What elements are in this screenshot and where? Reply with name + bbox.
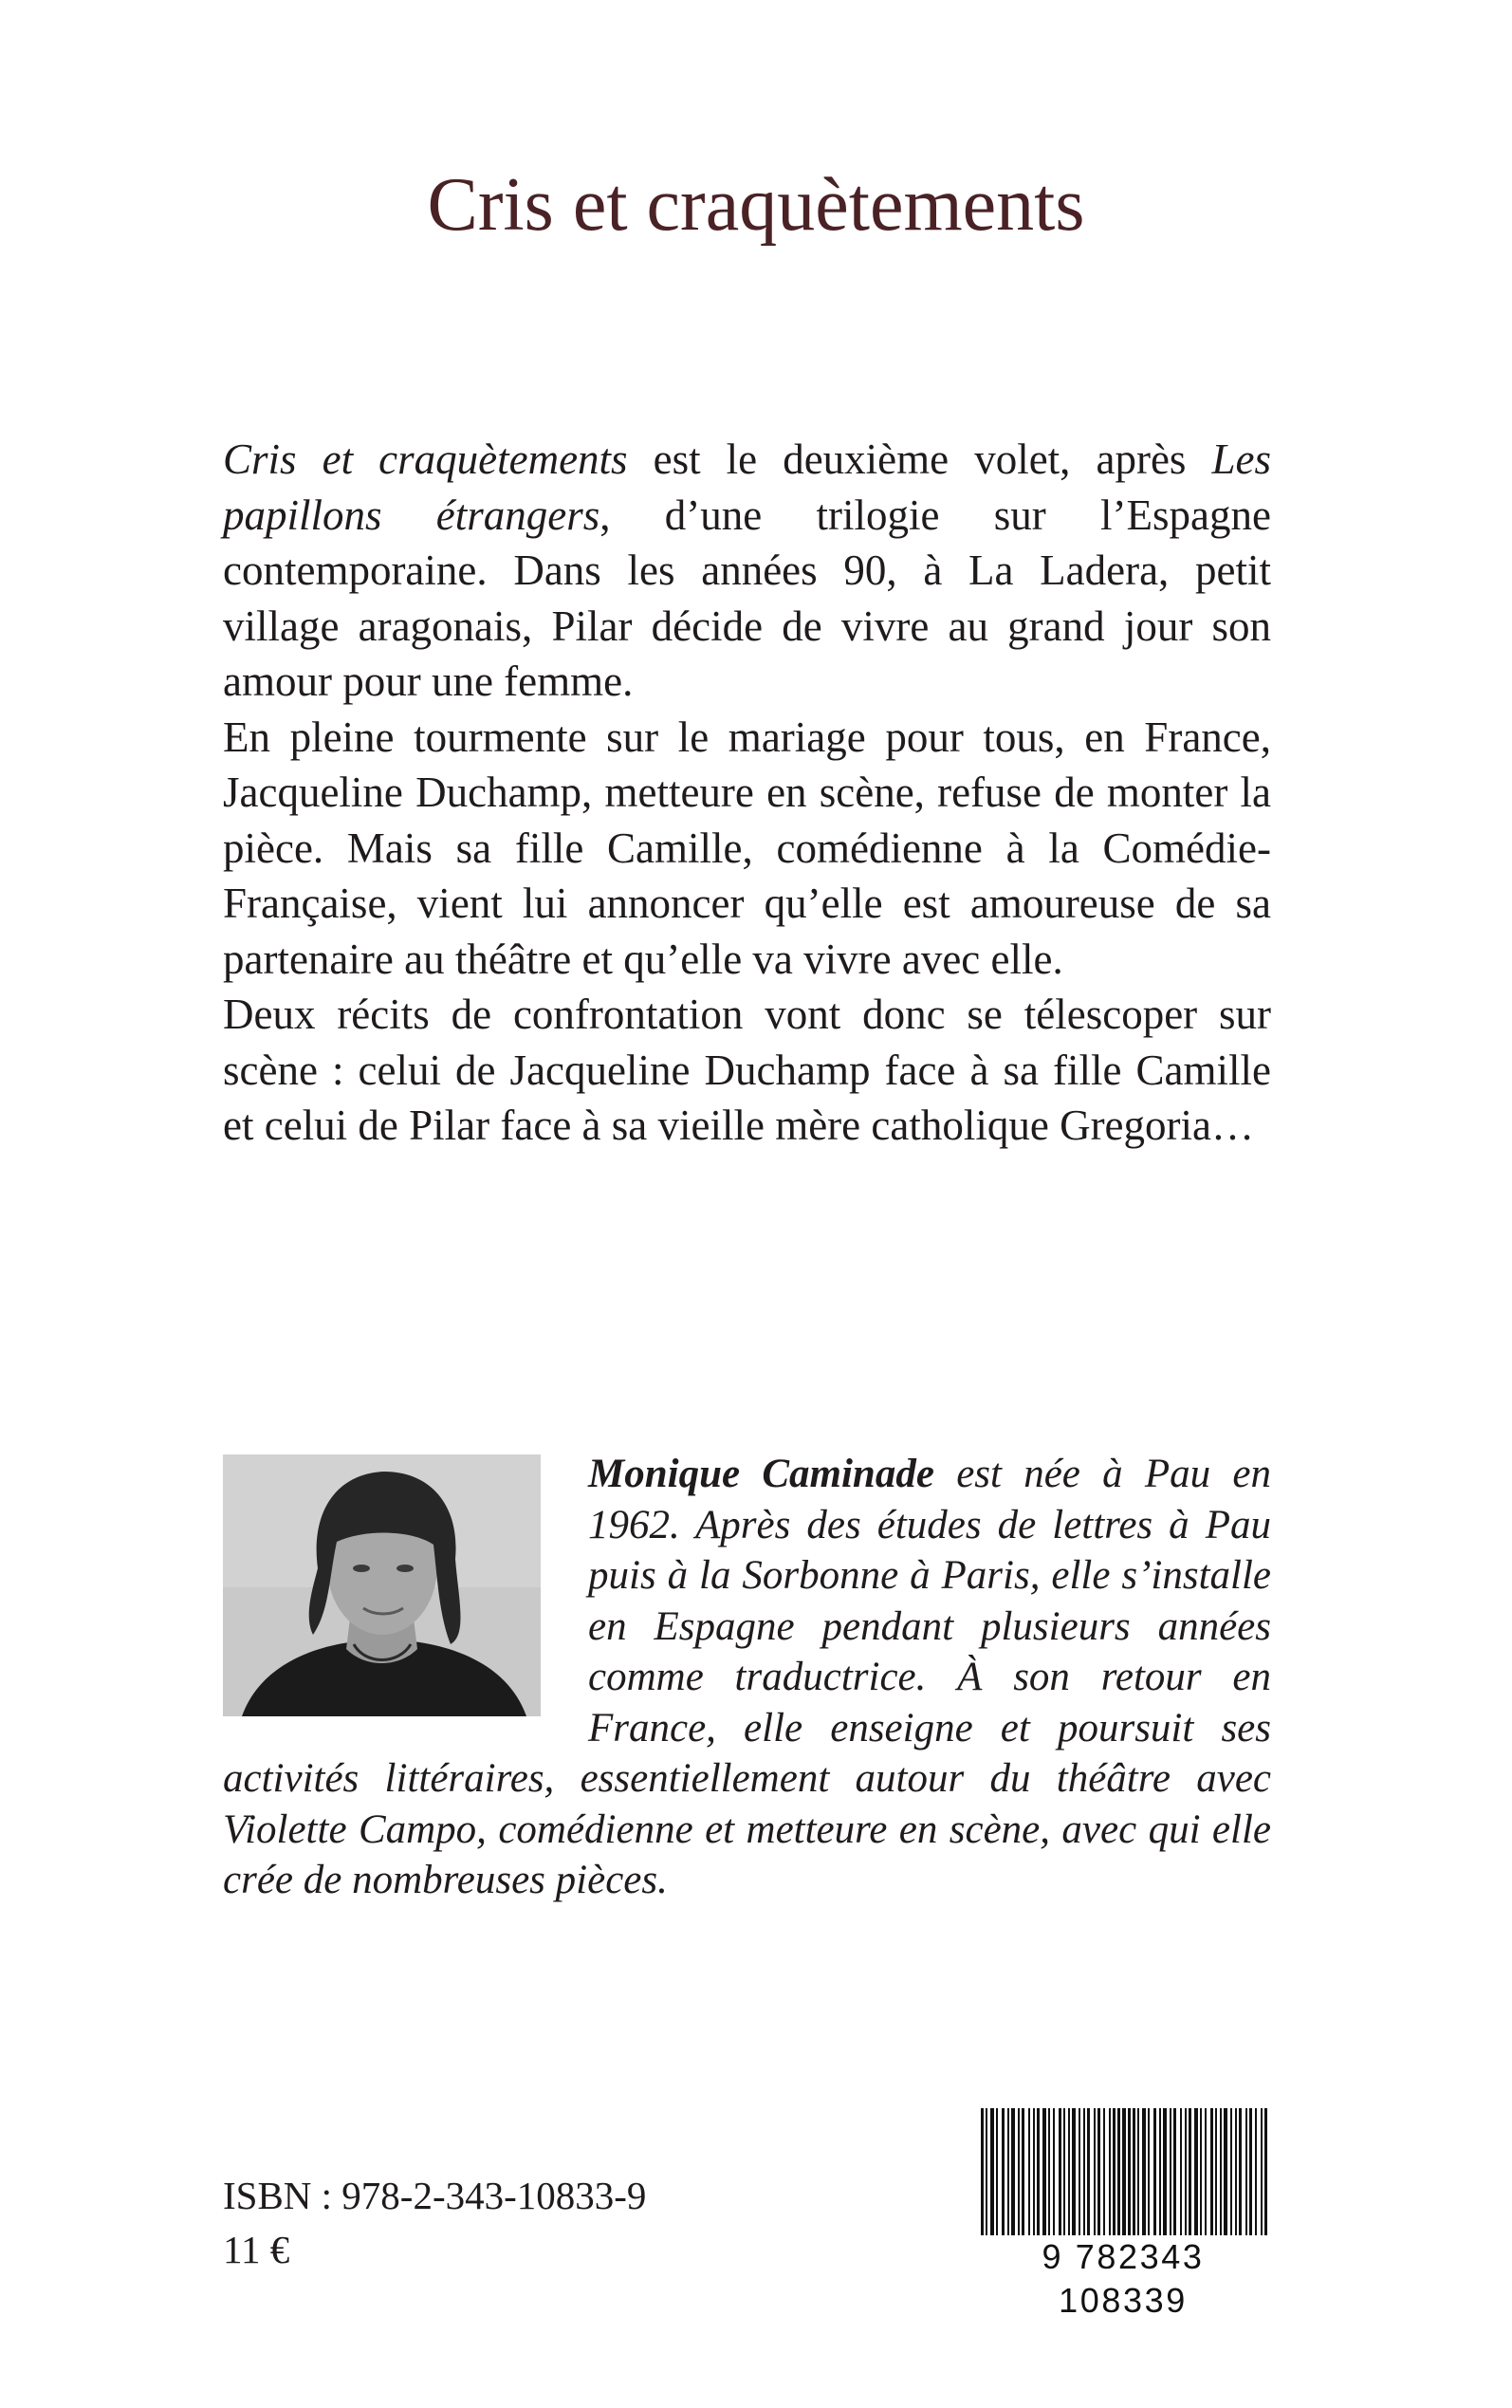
blurb-text: est le deuxième volet, après [627,435,1212,483]
price: 11 € [223,2228,290,2271]
isbn: ISBN : 978-2-343-10833-9 [223,2174,647,2217]
book-blurb [223,432,1271,1154]
blurb-paragraph-3: Deux récits de confrontation vont donc se télescoper sur scène : celui de Jacqueline Duchamp face à sa fille Camille et celui de Pilar face à sa vieille mère catholique Gregoria… [223,991,1271,1149]
book-title: Cris et craquètements [427,163,1085,247]
barcode [975,2108,1271,2320]
author-photo [223,1454,541,1716]
blurb-previous-title: Les papillons étrangers [223,435,1272,539]
author-bio [223,1449,1271,1906]
author-bio-text: est née à Pau en 1962. Après des études de lettres à Pau puis à la Sorbonne à Paris, elle s’installe en Espagne pendant plusieurs années comme traductrice. À son retour en France, elle enseigne et poursuit ses activités littéraires, essentiellement autour du théâtre avec Violette Campo, comédienne et metteure en scène, avec qui elle crée de nombreuses pièces. [223,1452,1272,1902]
author-name: Monique Caminade [588,1452,934,1496]
blurb-title-reference: Cris et craquètements [223,435,628,483]
blurb-paragraph-2: En pleine tourmente sur le mariage pour tous, en France, Jacqueline Duchamp, metteure en scène, refuse de monter la pièce. Mais sa fille Camille, comédienne à la Comédie-Française, vient lui annoncer qu’elle est amoureuse de sa partenaire au théâtre et qu’elle va vivre avec elle. [223,713,1271,983]
blurb-text: , d’une trilogie sur l’Espagne contemporaine. Dans les années 90, à La Ladera, petit village aragonais, Pilar décide de vivre au grand jour son amour pour une femme. [223,491,1271,705]
barcode-digits: 9 782343 108339 [975,2235,1271,2279]
blurb-paragraph-1 [223,432,1271,710]
